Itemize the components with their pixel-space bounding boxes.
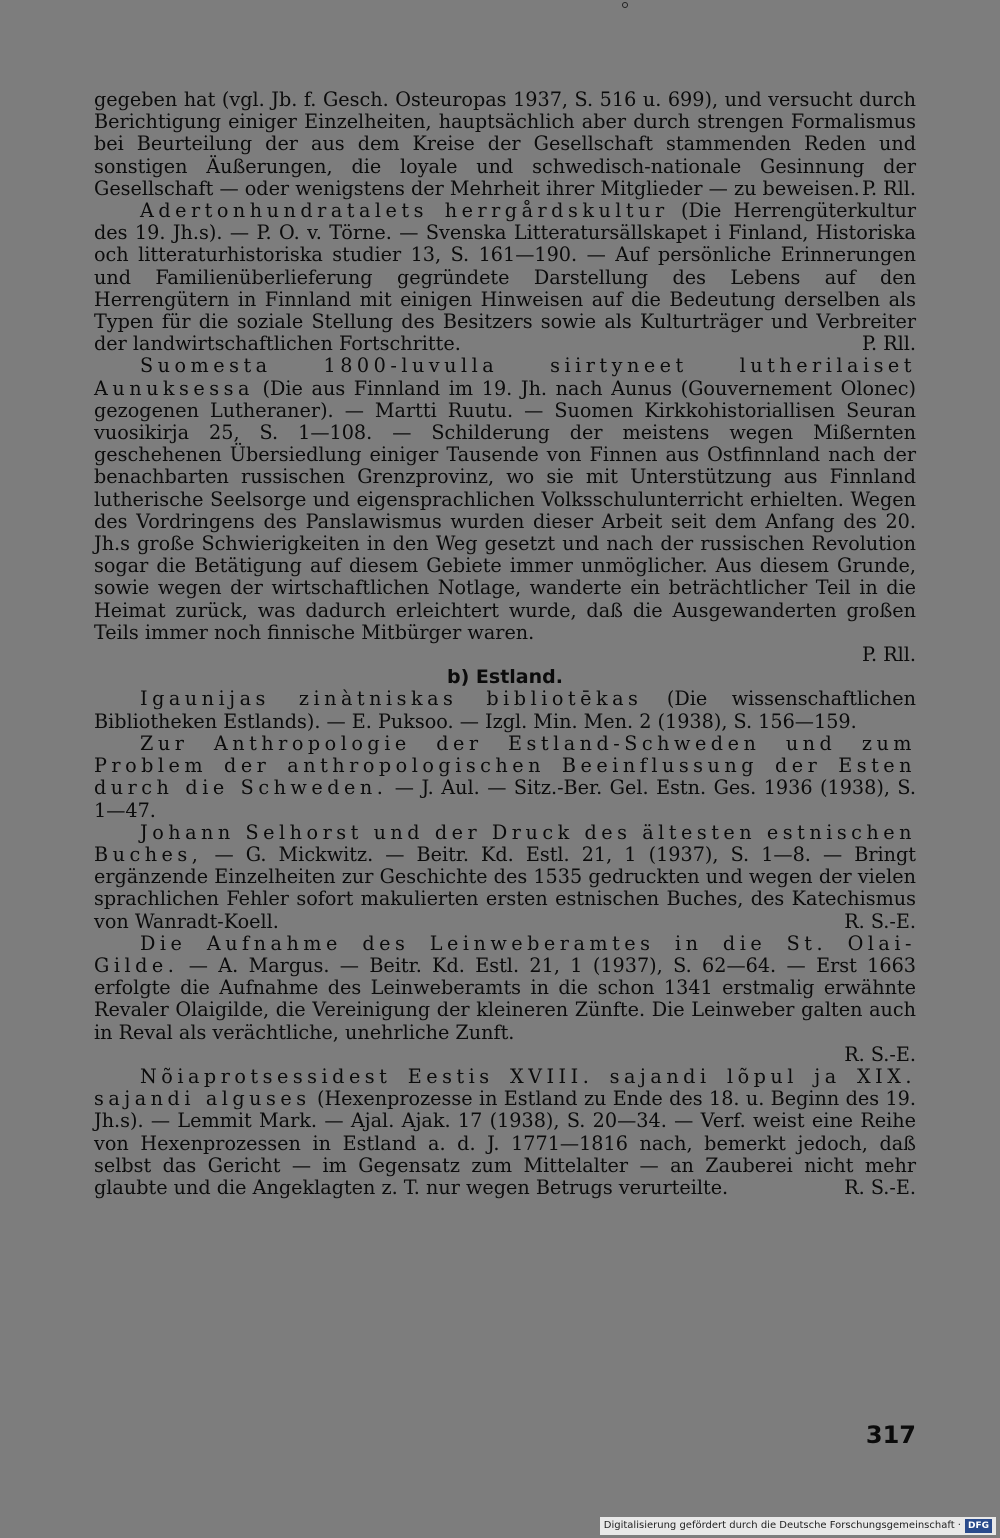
entry-title: Zur Anthropologie der Estland-Schweden und zum Problem der anthropologischen Beeinflussung der Esten durch die Schweden. [94, 731, 916, 800]
entry-signature: R. S.-E. [844, 909, 916, 933]
entry-signature: R. S.-E. [844, 1175, 916, 1199]
entry-signature: R. S.-E. [844, 1042, 916, 1066]
entry-leinweberamt: Die Aufnahme des Leinweberamtes in die St. Olai-Gilde. — A. Margus. — Beitr. Kd. Estl. 21, 1 (1937), S. 62—64. — Erst 1663 erfolgte die Aufnahme des Leinweberamts in die schon 1341 erstmalig erwähnte Revaler Olaigilde, die Vereinigung der kleineren Zünfte. Die Leinweber galten auch in Reval als verächtliche, unehrliche Zunft. [94, 931, 916, 1044]
entry-signature: P. Rll. [861, 176, 916, 200]
scan-mark [622, 2, 628, 8]
entry-title: Die Aufnahme des Leinweberamtes in die St. Olai-Gilde. [94, 931, 916, 977]
entry-continued: gegeben hat (vgl. Jb. f. Gesch. Osteuropas 1937, S. 516 u. 699), und versucht durch Berichtigung einiger Einzelheiten, hauptsächlich aber durch strengen Formalismus bei Beurteilung der aus dem Kreise der Gesellschaft stammenden Reden und sonstigen Äußerungen, die loyale und schwedisch-nationale Gesinnung der Gesellschaft — oder wenigstens der Mehrheit ihrer Mitglieder — zu beweisen. P. Rll. [94, 88, 916, 200]
entry-title: Igaunijas zinàtniskas bibliotēkas [140, 687, 643, 711]
page-number: 317 [865, 1421, 916, 1449]
entry-title: Nõiaprotsessidest Eestis XVIII. sajandi lõpul ja XIX. sajandi alguses [94, 1064, 916, 1111]
entry-noiaprotsessid: Nõiaprotsessidest Eestis XVIII. sajandi lõpul ja XIX. sajandi alguses (Hexenprozesse in Estland zu Ende des 18. u. Beginn des 19. Jh.s). — Lemmit Mark. — Ajal. Ajak. 17 (1938), S. 20—34. — Verf. weist eine Reihe von Hexenprozessen in Estland a. d. J. 1771—1816 nach, bemerkt jedoch, daß selbst das Gericht — im Gegensatz zum Mittelalter — an Zauberei nicht mehr glaubte und die Angeklagten z. T. nur wegen Betrugs verurteilte. R. S.-E. [94, 1064, 916, 1199]
entry-title: Johann Selhorst und der Druck des ältesten estnischen Buches, [94, 820, 916, 866]
entry-signature: P. Rll. [861, 643, 916, 667]
entry-title: Suomesta 1800-luvulla siirtyneet lutherilaiset Aunuksessa [94, 354, 916, 400]
entry-title: Adertonhundratalets herrgårdskultur [140, 199, 669, 223]
entry-selhorst: Johann Selhorst und der Druck des ältesten estnischen Buches, — G. Mickwitz. — Beitr. Kd. Estl. 21, 1 (1937), S. 1—8. — Bringt ergänzende Einzelheiten zur Geschichte des 1535 gedruckten und wegen der vielen sprachlichen Fehler sofort makulierten ersten estnischen Buches, des Katechismus von Wanradt-Koell. R. S.-E. [94, 820, 916, 933]
funding-footer [600, 1517, 996, 1535]
entry-herrgardskultur: Adertonhundratalets herrgårdskultur (Die Herrengüterkultur des 19. Jh.s). — P. O. v. Törne. — Svenska Litteratursällskapet i Finland, Historiska och litteraturhistoriska studier 13, S. 161—190. — Auf persönliche Erinnerungen und Familienüberlieferung gegründete Darstellung des Lebens auf den Herrengütern in Finnland mit einigen Hinweisen auf die Bedeutung derselben als Typen für die soziale Stellung des Besitzers sowie als Kulturträger und Verbreiter der landwirtschaftlichen Fortschritte. P. Rll. [94, 199, 916, 356]
footer-text: Digitalisierung gefördert durch die Deutsche Forschungsgemeinschaft · [603, 1520, 961, 1531]
section-heading: b) Estland. [447, 666, 563, 689]
dfg-logo: DFG [965, 1519, 992, 1533]
entry-signature-line [94, 1044, 916, 1066]
page-body [94, 89, 916, 1199]
entry-signature: P. Rll. [861, 332, 916, 356]
entry-bibliotekas: Igaunijas zinàtniskas bibliotēkas (Die wissenschaftlichen Bibliotheken Estlands). — E. Puksoo. — Izgl. Min. Men. 2 (1938), S. 156—159. [94, 687, 916, 733]
entry-aunuksessa: Suomesta 1800-luvulla siirtyneet lutherilaiset Aunuksessa (Die aus Finnland im 19. Jh. nach Aunus (Gouvernement Olonec) gezogenen Lutheraner). — Martti Ruutu. — Suomen Kirkkohistoriallisen Seuran vuosikirja 25, S. 1—108. — Schilderung der meistens wegen Mißernten geschehenen Übersiedlung einiger Tausende von Finnen aus Ostfinnland nach der benachbarten russischen Grenzprovinz, wo sie mit Unterstützung aus Finnland lutherische Seelsorge und eigensprachlichen Volksschulunterricht erhielten. Wegen des Vordringens des Panslawismus wurden dieser Arbeit seit dem Anfang des 20. Jh.s große Schwierigkeiten in den Weg gesetzt und nach der russischen Revolution sogar die Betätigung auf diesem Gebiete immer unmöglicher. Aus diesem Grunde, sowie wegen der wirtschaftlichen Notlage, wanderte ein beträchtlicher Teil in die Heimat zurück, was dadurch erleichtert wurde, daß die Ausgewanderten großen Teils immer noch finnische Mitbürger waren. [94, 354, 916, 644]
entry-signature-line [94, 644, 916, 666]
entry-anthropologie: Zur Anthropologie der Estland-Schweden und zum Problem der anthropologischen Beeinflussung der Esten durch die Schweden. — J. Aul. — Sitz.-Ber. Gel. Estn. Ges. 1936 (1938), S. 1—47. [94, 731, 916, 822]
